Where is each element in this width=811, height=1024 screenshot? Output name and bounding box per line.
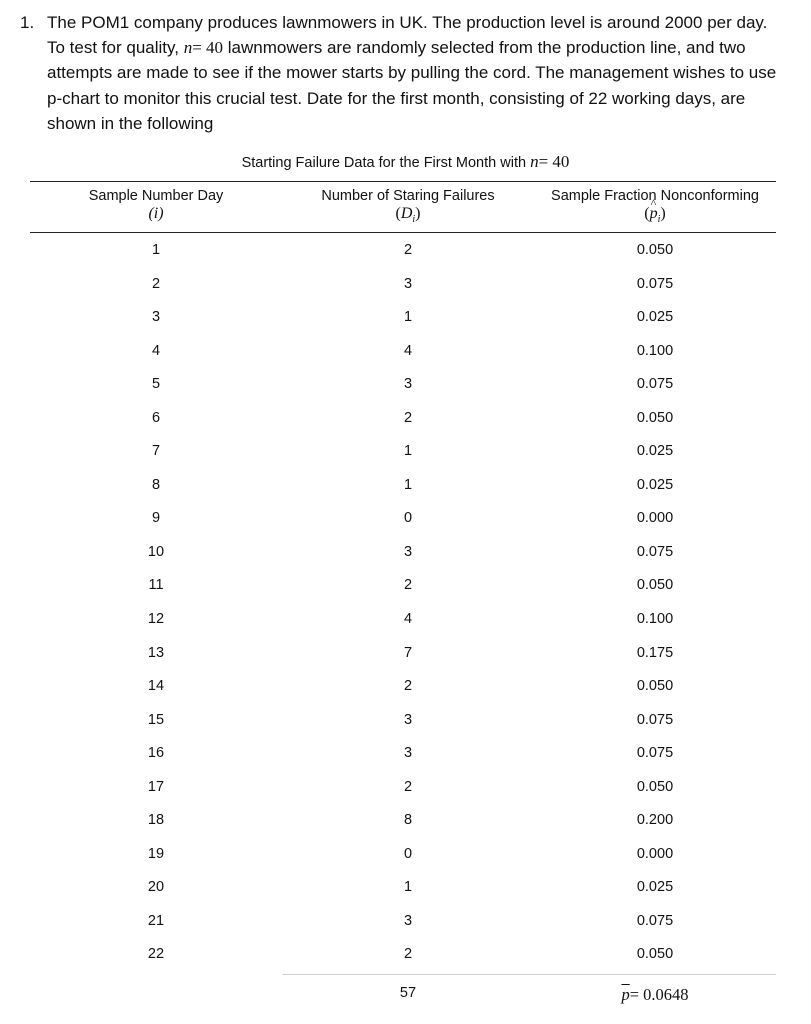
table-top-rule [30,181,776,182]
cell-failures: 3 [403,745,413,762]
table-row [0,577,811,611]
cell-fraction: 0.075 [636,711,674,728]
cell-failures: 0 [403,510,413,527]
table-row [0,477,811,511]
header-fraction [534,188,776,225]
table-row [0,309,811,343]
problem-text-part-b: lawnmowers are randomly selected from the production line, and two attempts are made to see if the mower starts by pulling the cord. The management wishes to use p-chart to monitor this crucial test. Date for the first month, consisting of 22 working days, are shown in the following [47,38,777,133]
cell-day: 19 [147,845,165,862]
cell-fraction: 0.200 [636,812,674,829]
table-row [0,343,811,377]
cell-day: 11 [148,577,164,594]
problem-text [47,10,780,136]
cell-failures: 2 [403,577,413,594]
total-failures: 57 [399,985,417,1001]
header-failures-symbol: $(D_i)$ [395,205,421,226]
n-variable: n [183,38,193,58]
p-bar-symbol: $\overline{p}$ [621,985,630,1004]
cell-day: 10 [147,543,165,560]
table-row [0,678,811,712]
cell-day: 20 [147,879,165,896]
table-row [0,443,811,477]
cell-day: 6 [151,409,161,426]
table-row [0,745,811,779]
cell-failures: 1 [403,476,413,493]
cell-failures: 2 [403,409,413,426]
header-failures [282,188,534,225]
table-row [0,846,811,880]
cell-day: 4 [151,342,161,359]
cell-day: 7 [151,443,161,460]
cell-fraction: 0.050 [636,778,674,795]
cell-day: 22 [147,946,165,963]
cell-fraction: 0.075 [636,376,674,393]
cell-failures: 3 [403,912,413,929]
table-row [0,879,811,913]
cell-fraction: 0.000 [636,510,674,527]
table-row [0,376,811,410]
cell-failures: 4 [403,611,413,628]
cell-day: 18 [147,812,165,829]
cell-day: 16 [147,745,165,762]
cell-fraction: 0.175 [636,644,674,661]
cell-failures: 2 [403,946,413,963]
p-bar-equals: = 0.0648 [629,985,689,1004]
header-failures-label: Number of Staring Failures [321,188,495,204]
cell-fraction: 0.100 [636,611,674,628]
header-fraction-symbol: (^ $p_i$) [534,205,776,225]
cell-fraction: 0.025 [636,879,674,896]
table-body [0,242,811,980]
table-row [0,276,811,310]
cell-fraction: 0.000 [636,845,674,862]
table-row [0,779,811,813]
cell-failures: 7 [403,644,413,661]
table-row [0,510,811,544]
cell-day: 13 [147,644,165,661]
cell-day: 1 [151,242,161,258]
header-fraction-label: Sample Fraction Nonconforming [551,188,759,204]
table-row [0,645,811,679]
cell-day: 2 [151,275,161,292]
cell-failures: 3 [403,543,413,560]
cell-day: 12 [147,611,165,628]
caption-text: Starting Failure Data for the First Month with [241,155,527,171]
cell-fraction: 0.025 [636,476,674,493]
table-row [0,611,811,645]
cell-failures: 3 [403,711,413,728]
cell-failures: 3 [403,376,413,393]
p-bar-value [534,985,776,1005]
cell-failures: 0 [403,845,413,862]
header-day-symbol: (i) [148,205,164,222]
cell-fraction: 0.050 [636,242,674,258]
cell-fraction: 0.050 [636,577,674,594]
cell-failures: 4 [403,342,413,359]
table-row [0,812,811,846]
problem-number: 1. [20,13,35,32]
header-day-label: Sample Number Day [88,188,224,204]
table-row [0,242,811,276]
table-total-rule [282,974,776,975]
cell-day: 8 [151,476,161,493]
cell-day: 21 [147,912,165,929]
table-caption [0,152,811,172]
cell-fraction: 0.050 [636,409,674,426]
problem-text-part-a: The POM1 company produces lawnmowers in UK. The production level is around 2000 per day. To test for quality, [47,13,768,58]
cell-fraction: 0.075 [636,275,674,292]
problem-statement [20,10,780,136]
cell-day: 15 [147,711,165,728]
cell-failures: 2 [403,778,413,795]
cell-fraction: 0.075 [636,912,674,929]
table-header-rule [30,232,776,233]
cell-failures: 1 [403,309,413,326]
cell-fraction: 0.025 [636,443,674,460]
cell-failures: 3 [403,275,413,292]
cell-failures: 2 [403,678,413,695]
cell-failures: 1 [403,443,413,460]
caption-n-variable: n [530,152,539,171]
cell-fraction: 0.075 [636,543,674,560]
cell-fraction: 0.050 [636,946,674,963]
cell-day: 5 [151,376,161,393]
cell-fraction: 0.050 [636,678,674,695]
cell-fraction: 0.100 [636,342,674,359]
n-value: = 40 [192,38,224,58]
cell-day: 3 [151,309,161,326]
cell-fraction: 0.025 [636,309,674,326]
cell-day: 9 [151,510,161,527]
table-row [0,544,811,578]
cell-day: 17 [147,778,165,795]
cell-day: 14 [147,678,165,695]
cell-failures: 8 [403,812,413,829]
table-row [0,410,811,444]
cell-failures: 2 [403,242,413,258]
table-row [0,712,811,746]
cell-failures: 1 [403,879,413,896]
caption-n-value: = 40 [538,152,570,171]
table-row [0,913,811,947]
header-day [30,188,282,223]
cell-fraction: 0.075 [636,745,674,762]
